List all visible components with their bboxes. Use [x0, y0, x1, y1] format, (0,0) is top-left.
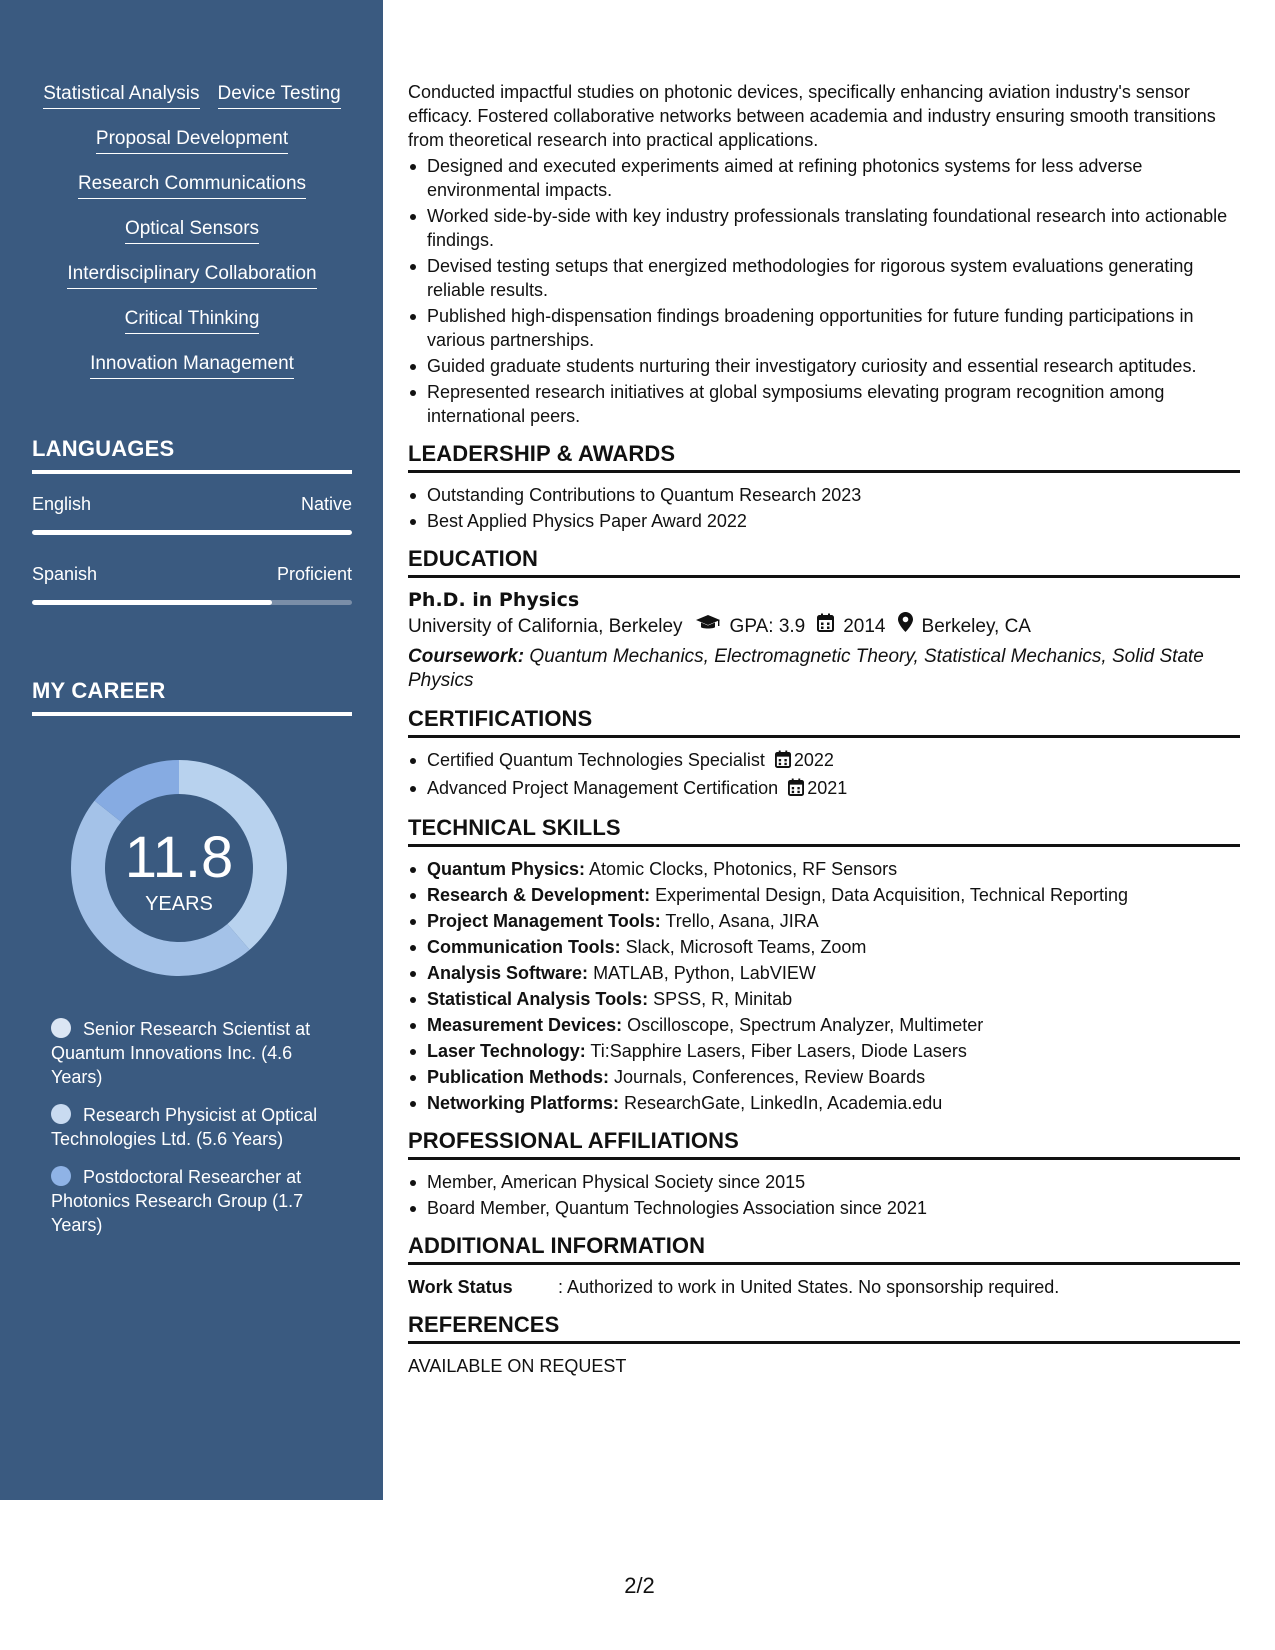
skill-category: Research & Development: — [427, 885, 651, 905]
skill-category: Communication Tools: — [427, 937, 621, 957]
main-content — [408, 80, 1240, 1378]
calendar-icon — [817, 613, 834, 641]
skill-tag: Interdisciplinary Collaboration — [67, 264, 316, 289]
language-bar — [32, 530, 352, 535]
certification-name: Advanced Project Management Certification — [427, 778, 779, 798]
work-status-label: Work Status — [408, 1277, 513, 1297]
language-bar — [32, 600, 352, 605]
graduation-cap-icon — [695, 613, 721, 641]
skill-tag: Statistical Analysis — [43, 84, 199, 109]
list-item — [408, 987, 1240, 1011]
list-item — [408, 1039, 1240, 1063]
skill-tag: Proposal Development — [96, 129, 288, 154]
affiliations-list — [408, 1170, 1240, 1220]
skill-category: Analysis Software: — [427, 963, 589, 983]
language-english — [32, 494, 352, 535]
language-spanish — [32, 564, 352, 605]
school-name: University of California, Berkeley — [408, 615, 683, 637]
skill-values: Atomic Clocks, Photonics, RF Sensors — [585, 859, 898, 879]
skill-category: Statistical Analysis Tools: — [427, 989, 649, 1009]
skill-values: Slack, Microsoft Teams, Zoom — [620, 937, 867, 957]
language-name: English — [32, 494, 92, 514]
legend-dot-icon — [51, 1018, 71, 1038]
experience-summary: Conducted impactful studies on photonic devices, specifically enhancing aviation industry's sensor efficacy. Fostered collaborative networks between academia and industry ensuring smooth transitions from theoretical research into practical applications. — [408, 82, 1216, 150]
skill-tag: Critical Thinking — [125, 309, 260, 334]
skills-list — [32, 84, 352, 399]
skill-category: Project Management Tools: — [427, 911, 661, 931]
page-number — [0, 1573, 1275, 1599]
skill-category: Laser Technology: — [427, 1041, 586, 1061]
section-heading-additional-info: ADDITIONAL INFORMATION — [408, 1234, 1240, 1265]
list-item — [408, 883, 1240, 907]
skill-values: SPSS, R, Minitab — [648, 989, 793, 1009]
career-heading: MY CAREER — [32, 678, 352, 716]
legend-dot-icon — [51, 1166, 71, 1186]
location-pin-icon — [898, 612, 913, 641]
skill-values: Trello, Asana, JIRA — [660, 911, 819, 931]
career-legend — [51, 1017, 341, 1251]
certification-year: 2022 — [793, 750, 834, 770]
legend-dot-icon — [51, 1104, 71, 1124]
certification-name: Certified Quantum Technologies Specialist — [427, 750, 765, 770]
skill-row — [32, 84, 352, 129]
skill-tag: Research Communications — [78, 174, 306, 199]
career-item-text: Senior Research Scientist at Quantum Innovations Inc. (4.6 Years) — [51, 1019, 311, 1087]
list-item: Devised testing setups that energized methodologies for rigorous system evaluations generating reliable results. — [408, 254, 1240, 302]
list-item — [408, 1065, 1240, 1089]
language-level: Proficient — [276, 564, 352, 584]
list-item — [408, 857, 1240, 881]
skill-values: Ti:Sapphire Lasers, Fiber Lasers, Diode Lasers — [585, 1041, 967, 1061]
section-heading-certifications: CERTIFICATIONS — [408, 707, 1240, 738]
graduation-year: 2014 — [843, 615, 886, 637]
skill-row — [32, 264, 352, 309]
skill-row — [32, 174, 352, 219]
skill-row — [32, 219, 352, 264]
skill-category: Measurement Devices: — [427, 1015, 623, 1035]
list-item — [408, 776, 1240, 802]
skill-row — [32, 309, 352, 354]
leadership-list — [408, 483, 1240, 533]
list-item: Best Applied Physics Paper Award 2022 — [408, 509, 1240, 533]
career-item — [51, 1103, 341, 1151]
career-donut-chart — [66, 755, 292, 981]
list-item — [408, 748, 1240, 774]
certifications-list — [408, 748, 1240, 802]
list-item: Represented research initiatives at global symposiums elevating program recognition among international peers. — [408, 380, 1240, 428]
coursework-label: Coursework: — [408, 646, 525, 667]
list-item — [408, 1013, 1240, 1037]
language-bar-fill — [32, 600, 272, 605]
education-details — [408, 612, 1240, 641]
language-level: Native — [300, 494, 352, 514]
skill-category: Publication Methods: — [427, 1067, 609, 1087]
list-item — [408, 935, 1240, 959]
section-heading-technical-skills: TECHNICAL SKILLS — [408, 816, 1240, 847]
language-name: Spanish — [32, 564, 98, 584]
page-number-text: 2/2 — [624, 1573, 655, 1598]
list-item — [408, 909, 1240, 933]
gpa: GPA: 3.9 — [729, 615, 806, 637]
calendar-icon — [775, 750, 791, 774]
career-item — [51, 1165, 341, 1237]
certification-year: 2021 — [807, 778, 848, 798]
work-status — [408, 1275, 1240, 1299]
career-years-label: YEARS — [145, 893, 213, 915]
skill-row — [32, 129, 352, 174]
languages-heading: LANGUAGES — [32, 436, 352, 474]
coursework-list: Quantum Mechanics, Electromagnetic Theory, Statistical Mechanics, Solid State Physics — [408, 646, 1204, 691]
list-item: Board Member, Quantum Technologies Association since 2021 — [408, 1196, 1240, 1220]
career-item-text: Research Physicist at Optical Technologies Ltd. (5.6 Years) — [51, 1105, 318, 1149]
work-status-value: : Authorized to work in United States. No sponsorship required. — [558, 1277, 1060, 1297]
experience-bullets — [408, 154, 1240, 428]
calendar-icon — [788, 778, 804, 802]
language-bar-fill — [32, 530, 352, 535]
skill-values: ResearchGate, LinkedIn, Academia.edu — [619, 1093, 943, 1113]
skill-values: Experimental Design, Data Acquisition, Technical Reporting — [650, 885, 1129, 905]
school-location: Berkeley, CA — [921, 615, 1031, 637]
skill-category: Networking Platforms: — [427, 1093, 620, 1113]
skill-values: MATLAB, Python, LabVIEW — [588, 963, 816, 983]
list-item: Worked side-by-side with key industry professionals translating foundational research into actionable findings. — [408, 204, 1240, 252]
career-total-years: 11.8 — [124, 825, 234, 890]
career-item-text: Postdoctoral Researcher at Photonics Research Group (1.7 Years) — [51, 1167, 304, 1235]
list-item — [408, 1091, 1240, 1115]
sidebar — [0, 0, 383, 1500]
section-heading-references: REFERENCES — [408, 1313, 1240, 1344]
list-item — [408, 961, 1240, 985]
section-heading-affiliations: PROFESSIONAL AFFILIATIONS — [408, 1129, 1240, 1160]
skill-tag: Device Testing — [218, 84, 341, 109]
list-item: Published high-dispensation findings broadening opportunities for future funding participations in various partnerships. — [408, 304, 1240, 352]
skill-category: Quantum Physics: — [427, 859, 586, 879]
coursework — [408, 645, 1240, 693]
references-text: AVAILABLE ON REQUEST — [408, 1356, 627, 1376]
degree-title: Ph.D. in Physics — [408, 589, 580, 611]
skill-row — [32, 354, 352, 399]
career-item — [51, 1017, 341, 1089]
skill-tag: Optical Sensors — [125, 219, 259, 244]
list-item: Designed and executed experiments aimed at refining photonics systems for less adverse environmental impacts. — [408, 154, 1240, 202]
skill-values: Journals, Conferences, Review Boards — [609, 1067, 926, 1087]
technical-skills-list — [408, 857, 1240, 1115]
section-heading-education: EDUCATION — [408, 547, 1240, 578]
donut-center — [66, 755, 292, 981]
skill-tag: Innovation Management — [90, 354, 294, 379]
list-item: Outstanding Contributions to Quantum Research 2023 — [408, 483, 1240, 507]
skill-values: Oscilloscope, Spectrum Analyzer, Multimeter — [622, 1015, 984, 1035]
list-item: Guided graduate students nurturing their investigatory curiosity and essential research aptitudes. — [408, 354, 1240, 378]
section-heading-leadership: LEADERSHIP & AWARDS — [408, 442, 1240, 473]
list-item: Member, American Physical Society since 2015 — [408, 1170, 1240, 1194]
